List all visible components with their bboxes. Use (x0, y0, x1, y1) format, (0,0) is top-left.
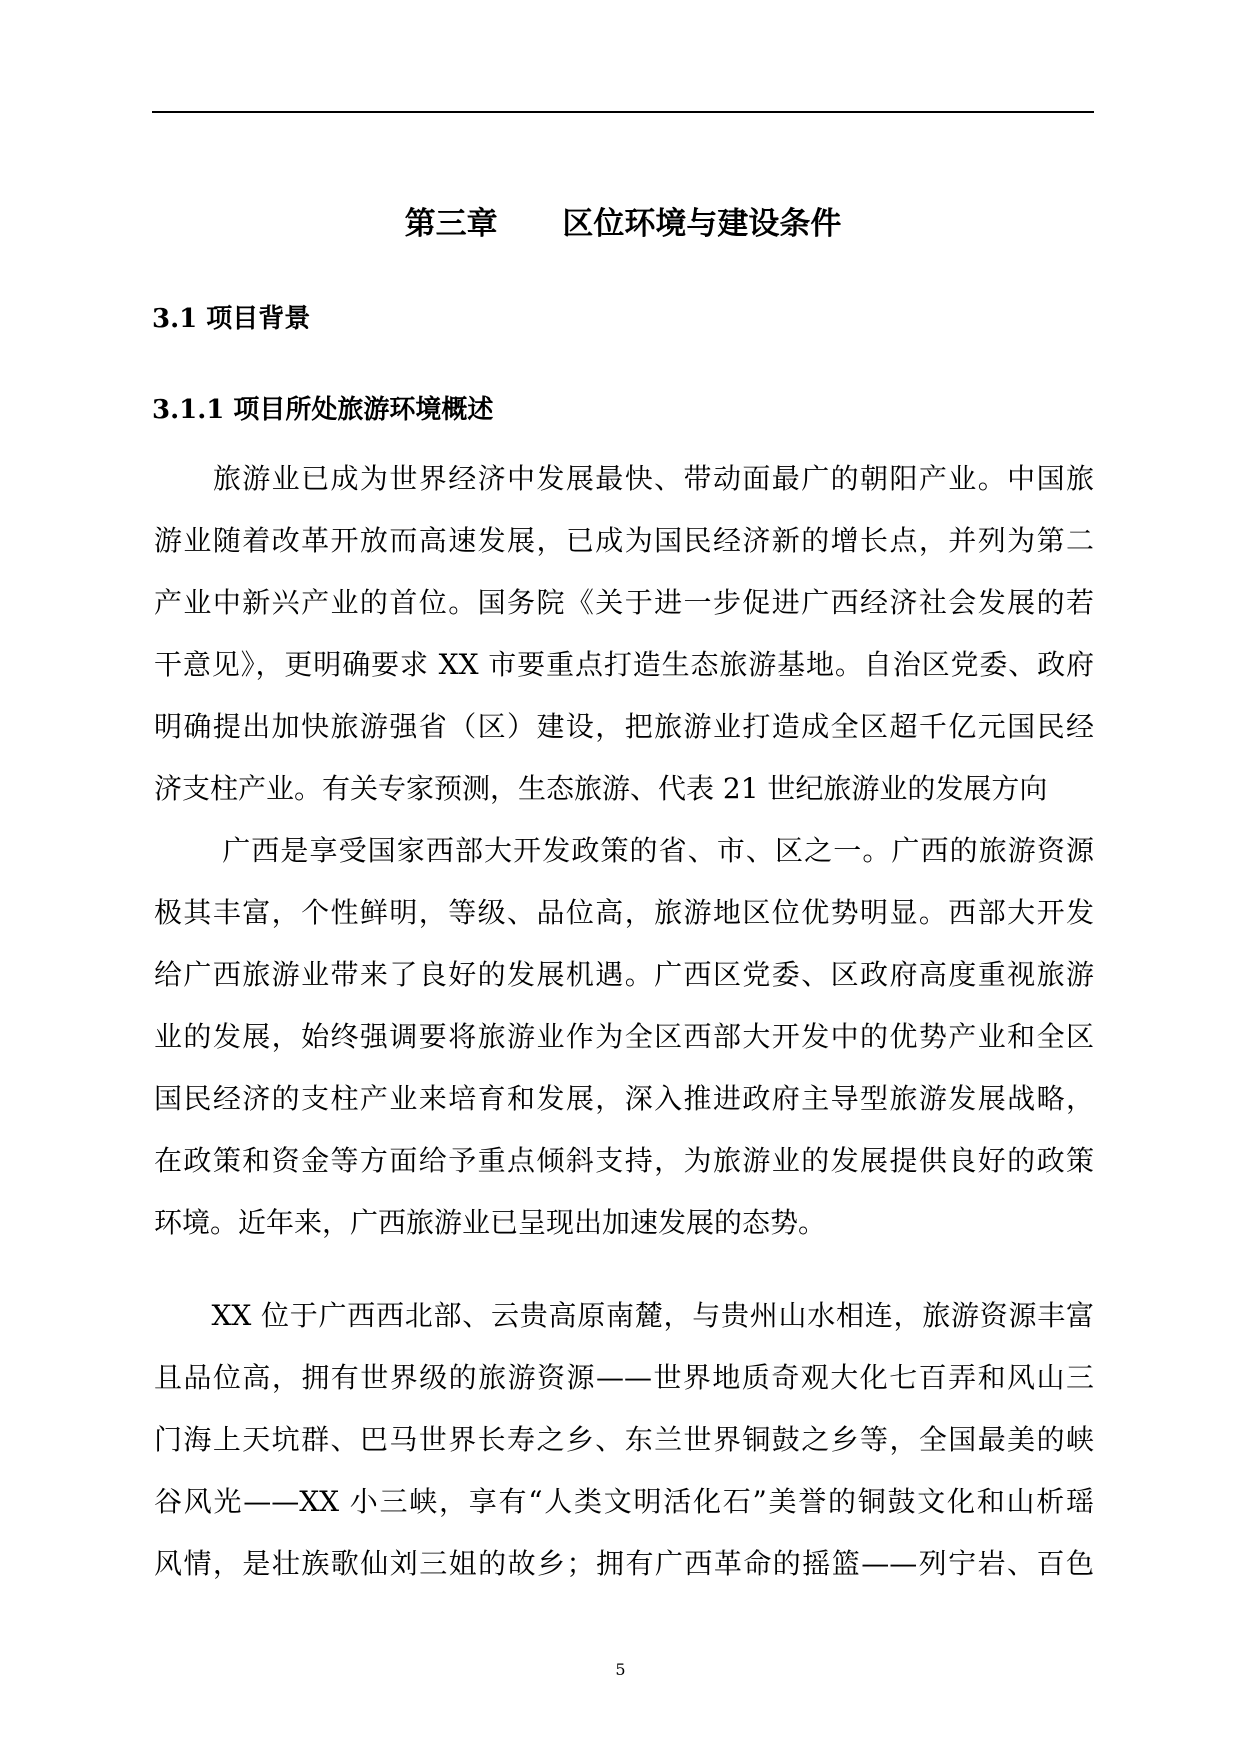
paragraph-line: 风情，是壮族歌仙刘三姐的故乡；拥有广西革命的摇篮——列宁岩、百色 (154, 1547, 1094, 1580)
page-number: 5 (615, 1660, 626, 1679)
paragraph-line: 国民经济的支柱产业来培育和发展，深入推进政府主导型旅游发展战略， (154, 1082, 1094, 1115)
paragraph-line: 且品位高，拥有世界级的旅游资源——世界地质奇观大化七百弄和风山三 (154, 1361, 1094, 1394)
paragraph-line: 极其丰富，个性鲜明，等级、品位高，旅游地区位优势明显。西部大开发 (154, 896, 1094, 929)
paragraph-line: 旅游业已成为世界经济中发展最快、带动面最广的朝阳产业。中国旅 (154, 462, 1094, 495)
paragraph-line: 产业中新兴产业的首位。国务院《关于进一步促进广西经济社会发展的若 (154, 586, 1094, 619)
paragraph-line: 门海上天坑群、巴马世界长寿之乡、东兰世界铜鼓之乡等，全国最美的峡 (154, 1423, 1094, 1456)
header-rule (152, 111, 1094, 113)
paragraph-tourism-industry (154, 448, 1094, 820)
paragraph-line: 给广西旅游业带来了良好的发展机遇。广西区党委、区政府高度重视旅游 (154, 958, 1094, 991)
paragraph-line: 环境。近年来，广西旅游业已呈现出加速发展的态势。 (154, 1206, 827, 1239)
section-heading: 3.1 项目背景 (152, 304, 311, 334)
chapter-title: 第三章 区位环境与建设条件 (404, 206, 842, 242)
paragraph-line: 业的发展，始终强调要将旅游业作为全区西部大开发中的优势产业和全区 (154, 1020, 1094, 1053)
paragraph-xx-location (154, 1285, 1094, 1595)
paragraph-line: 在政策和资金等方面给予重点倾斜支持，为旅游业的发展提供良好的政策 (154, 1144, 1094, 1177)
paragraph-guangxi-development (154, 820, 1094, 1254)
paragraph-line: 广西是享受国家西部大开发政策的省、市、区之一。广西的旅游资源 (154, 834, 1094, 867)
paragraph-line: 干意见》，更明确要求 XX 市要重点打造生态旅游基地。自治区党委、政府 (154, 648, 1094, 681)
paragraph-line: 谷风光——XX 小三峡，享有“人类文明活化石”美誉的铜鼓文化和山析瑶 (154, 1485, 1094, 1518)
paragraph-line: XX 位于广西西北部、云贵高原南麓，与贵州山水相连，旅游资源丰富 (154, 1299, 1094, 1332)
paragraph-line: 游业随着改革开放而高速发展，已成为国民经济新的增长点，并列为第二 (154, 524, 1094, 557)
paragraph-line: 明确提出加快旅游强省（区）建设，把旅游业打造成全区超千亿元国民经 (154, 710, 1094, 743)
subsection-heading: 3.1.1 项目所处旅游环境概述 (152, 395, 494, 425)
paragraph-line: 济支柱产业。有关专家预测，生态旅游、代表 21 世纪旅游业的发展方向 (154, 772, 1048, 805)
